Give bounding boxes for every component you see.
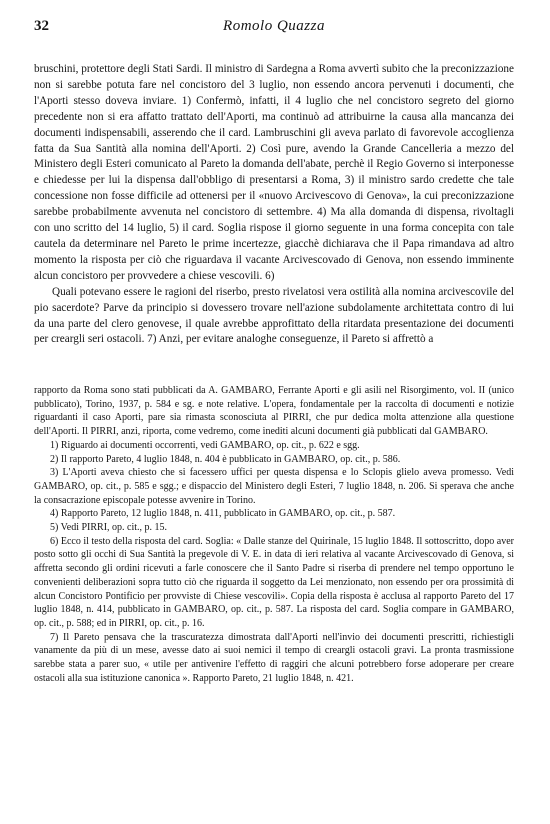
footnote-continuation: rapporto da Roma sono stati pubblicati da A. GAMBARO, Ferrante Aporti e gli asili nel Risorgimento, vol. II (unico pubblicato), Torino, 1937, p. 584 e sg. e note relative. L'opera, fondamentale per la raccolta di documenti e notizie riguardanti il caso Aporti, pare sia rimasta sconosciuta al PIRRI, che pur dedica molta attenzione alla questione dell'Aporti. Il PIRRI, anzi, riporta, come vedremo, come inediti alcuni documenti già pubblicati dal GAMBARO.	[34, 385, 514, 438]
footnotes	[34, 384, 514, 685]
footnote-3: 3) L'Aporti aveva chiesto che si facessero uffici per questa dispensa e lo Sclopis glielo aveva promesso. Vedi GAMBARO, op. cit., p. 585 e sgg.; e dispaccio del Ministero degli Esteri, 7 luglio 1848, n. 206. Si sperava che anche la consacrazione episcopale potesse avvenire in Torino.	[34, 467, 514, 506]
footnote-2: 2) Il rapporto Pareto, 4 luglio 1848, n. 404 è pubblicato in GAMBARO, op. cit., p. 586.	[50, 453, 401, 465]
footnote-4: 4) Rapporto Pareto, 12 luglio 1848, n. 411, pubblicato in GAMBARO, op. cit., p. 587.	[50, 508, 396, 520]
page-header	[34, 18, 514, 40]
footnote-1: 1) Riguardo ai documenti occorrenti, vedi GAMBARO, op. cit., p. 622 e sgg.	[50, 439, 360, 451]
body-paragraph-1: bruschini, protettore degli Stati Sardi. Il ministro di Sardegna a Roma avvertì subito che la preconizzazione non si sarebbe potuta fare nel concistoro del 3 luglio, non essendo ancora pervenuti i documenti, che l'Aporti stesso doveva inviare. 1) Confermò, infatti, il 4 luglio che nel concistoro segreto del giorno precedente non si era affatto trattato dell'Aporti, ma continuò ad attribuirne la causa alla mancanza dei documenti indispensabili, asserendo che il card. Lambruschini gli aveva parlato di favorevole accoglienza fatta da Sua Santità alla nomina dell'Aporti. 2) Così pure, avendo la Grande Cancelleria a mezzo del Ministero degli Esteri comunicato al Pareto la domanda dell'abate, perchè il Regio Governo si interponesse e chiedesse per lui la dispensa dall'obbligo di presentarsi a Roma, 3) il ministro sardo credette che tale concessione non fosse difficile ad ottenersi per il «nuovo Arcivescovo di Genova», la cui preconizzazione sarebbe probabilmente avvenuta nel concistoro di settembre. 4) Ma alla domanda di dispensa, rivoltagli con uno scritto del 14 luglio, 5) il card. Soglia rispose il giorno seguente in una forma concepita con tale cautela da determinare nel Pareto le prime incertezze, giacchè dichiarava che il Papa rimandava ad altro momento la risposta per ciò che riguardava il vacante Arcivescovado di Genova, non essendo imminente alcun concistoro per provvedere a chiese vescovili. 6)	[34, 63, 514, 282]
footnote-7: 7) Il Pareto pensava che la trascuratezza dimostrata dall'Aporti nell'invio dei documenti prescritti, richiestigli vanamente da più di un mese, avesse dato ai suoi nemici il tempo di creargli ostacoli gravi. La pronta trasmissione sarebbe stata a parer suo, « utile per antivenire l'effetto di raggiri che alcuni potrebbero forse adoperare per creare ostacoli alla sua istituzione canonica ». Rapporto Pareto, 21 luglio 1848, n. 421.	[34, 631, 514, 684]
footnote-6: 6) Ecco il testo della risposta del card. Soglia: « Dalle stanze del Quirinale, 15 luglio 1848. Il sottoscritto, dopo aver posto sotto gli occhi di Sua Santità la pregevole di V. E. in data di ieri relativa al vacante Arcivescovado di Genova, si affretta secondo gli ordini ricevuti a farle conoscere che il Santo Padre si riserba di prendere nel tempo opportuno le convenienti deliberazioni sopra tutto ciò che riguarda il soggetto da Lei menzionato, non essendo per ora prossimità di alcun Concistoro Pontificio per provviste di Chiese vescovili». Copia della risposta è acclusa al rapporto Pareto del 17 luglio 1848, n. 414, pubblicato in GAMBARO, op. cit., p. 587. La risposta del card. Soglia compare in GAMBARO, op. cit., p. 588; ed in PIRRI, op. cit., p. 16.	[34, 535, 514, 629]
footnote-5: 5) Vedi PIRRI, op. cit., p. 15.	[50, 522, 168, 534]
main-text	[34, 62, 514, 348]
page-number: 32	[34, 18, 49, 34]
body-paragraph-2: Quali potevano essere le ragioni del riserbo, presto rivelatosi vera ostilità alla nomina arcivescovile del pio sacerdote? Parve da principio si dovessero trovare nell'azione subdolamente architettata contro di lui da una parte del clero genovese, il quale avrebbe approfittato della ritardata presentazione dei documenti per creargli seri ostacoli. 7) Anzi, per evitare analoghe conseguenze, il Pareto si affrettò a	[34, 285, 514, 346]
running-title: Romolo Quazza	[223, 18, 325, 34]
